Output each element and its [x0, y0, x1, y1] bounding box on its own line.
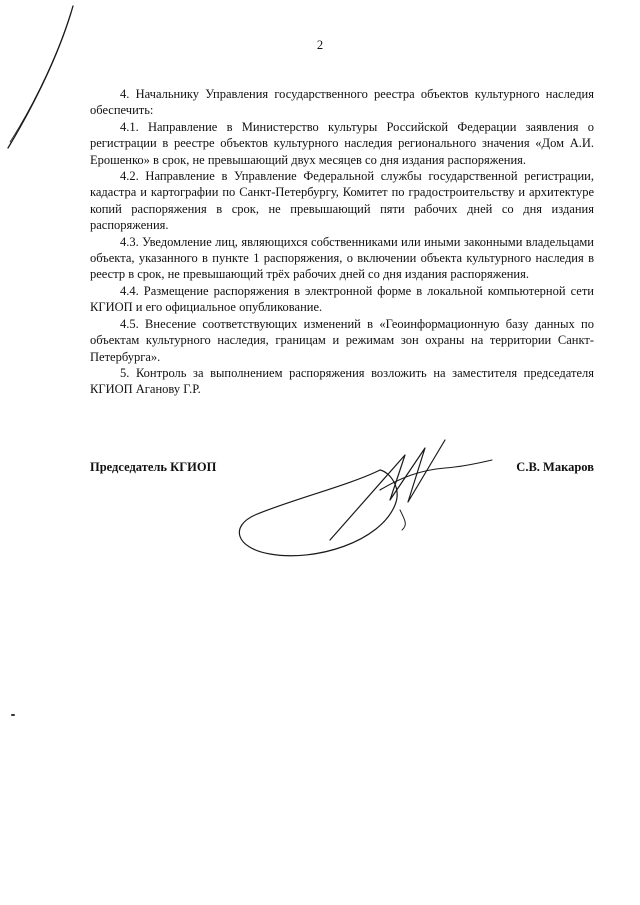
paragraph-4-5: 4.5. Внесение соответствующих изменений в «Геоинформационную базу данных по объектам культурного наследия, границам и режимам зон охраны на территории Санкт-Петербурга».: [90, 316, 594, 364]
page-number: 2: [316, 38, 324, 52]
document-body: [90, 86, 594, 398]
signatory-title: Председатель КГИОП: [90, 460, 217, 474]
signatory-name: С.В. Макаров: [516, 460, 594, 474]
scan-speck: [11, 714, 15, 716]
paragraph-5: 5. Контроль за выполнением распоряжения возложить на заместителя председателя КГИОП Аганову Г.Р.: [90, 365, 594, 397]
handwritten-signature: [230, 430, 500, 570]
paragraph-4-1: 4.1. Направление в Министерство культуры Российской Федерации заявления о регистрации в реестре объектов культурного наследия регионального значения «Дом А.И. Ерошенко» в срок, не превышающий двух месяцев со дня издания распоряжения.: [90, 119, 594, 167]
paragraph-4-3: 4.3. Уведомление лиц, являющихся собственниками или иными законными владельцами объекта, указанного в пункте 1 распоряжения, о включении объекта культурного наследия в реестр в срок, не превышающий трёх рабочих дней со дня издания распоряжения.: [90, 234, 594, 282]
paragraph-4-4: 4.4. Размещение распоряжения в электронной форме в локальной компьютерной сети КГИОП и его официальное опубликование.: [90, 283, 594, 315]
paragraph-4-2: 4.2. Направление в Управление Федеральной службы государственной регистрации, кадастра и картографии по Санкт-Петербургу, Комитет по градостроительству и архитектуре копий распоряжения в срок, не превышающий пяти рабочих дней со дня издания распоряжения.: [90, 169, 594, 233]
paragraph-4: 4. Начальнику Управления государственного реестра объектов культурного наследия обеспечить:: [90, 87, 594, 118]
margin-pen-stroke: [0, 0, 90, 170]
